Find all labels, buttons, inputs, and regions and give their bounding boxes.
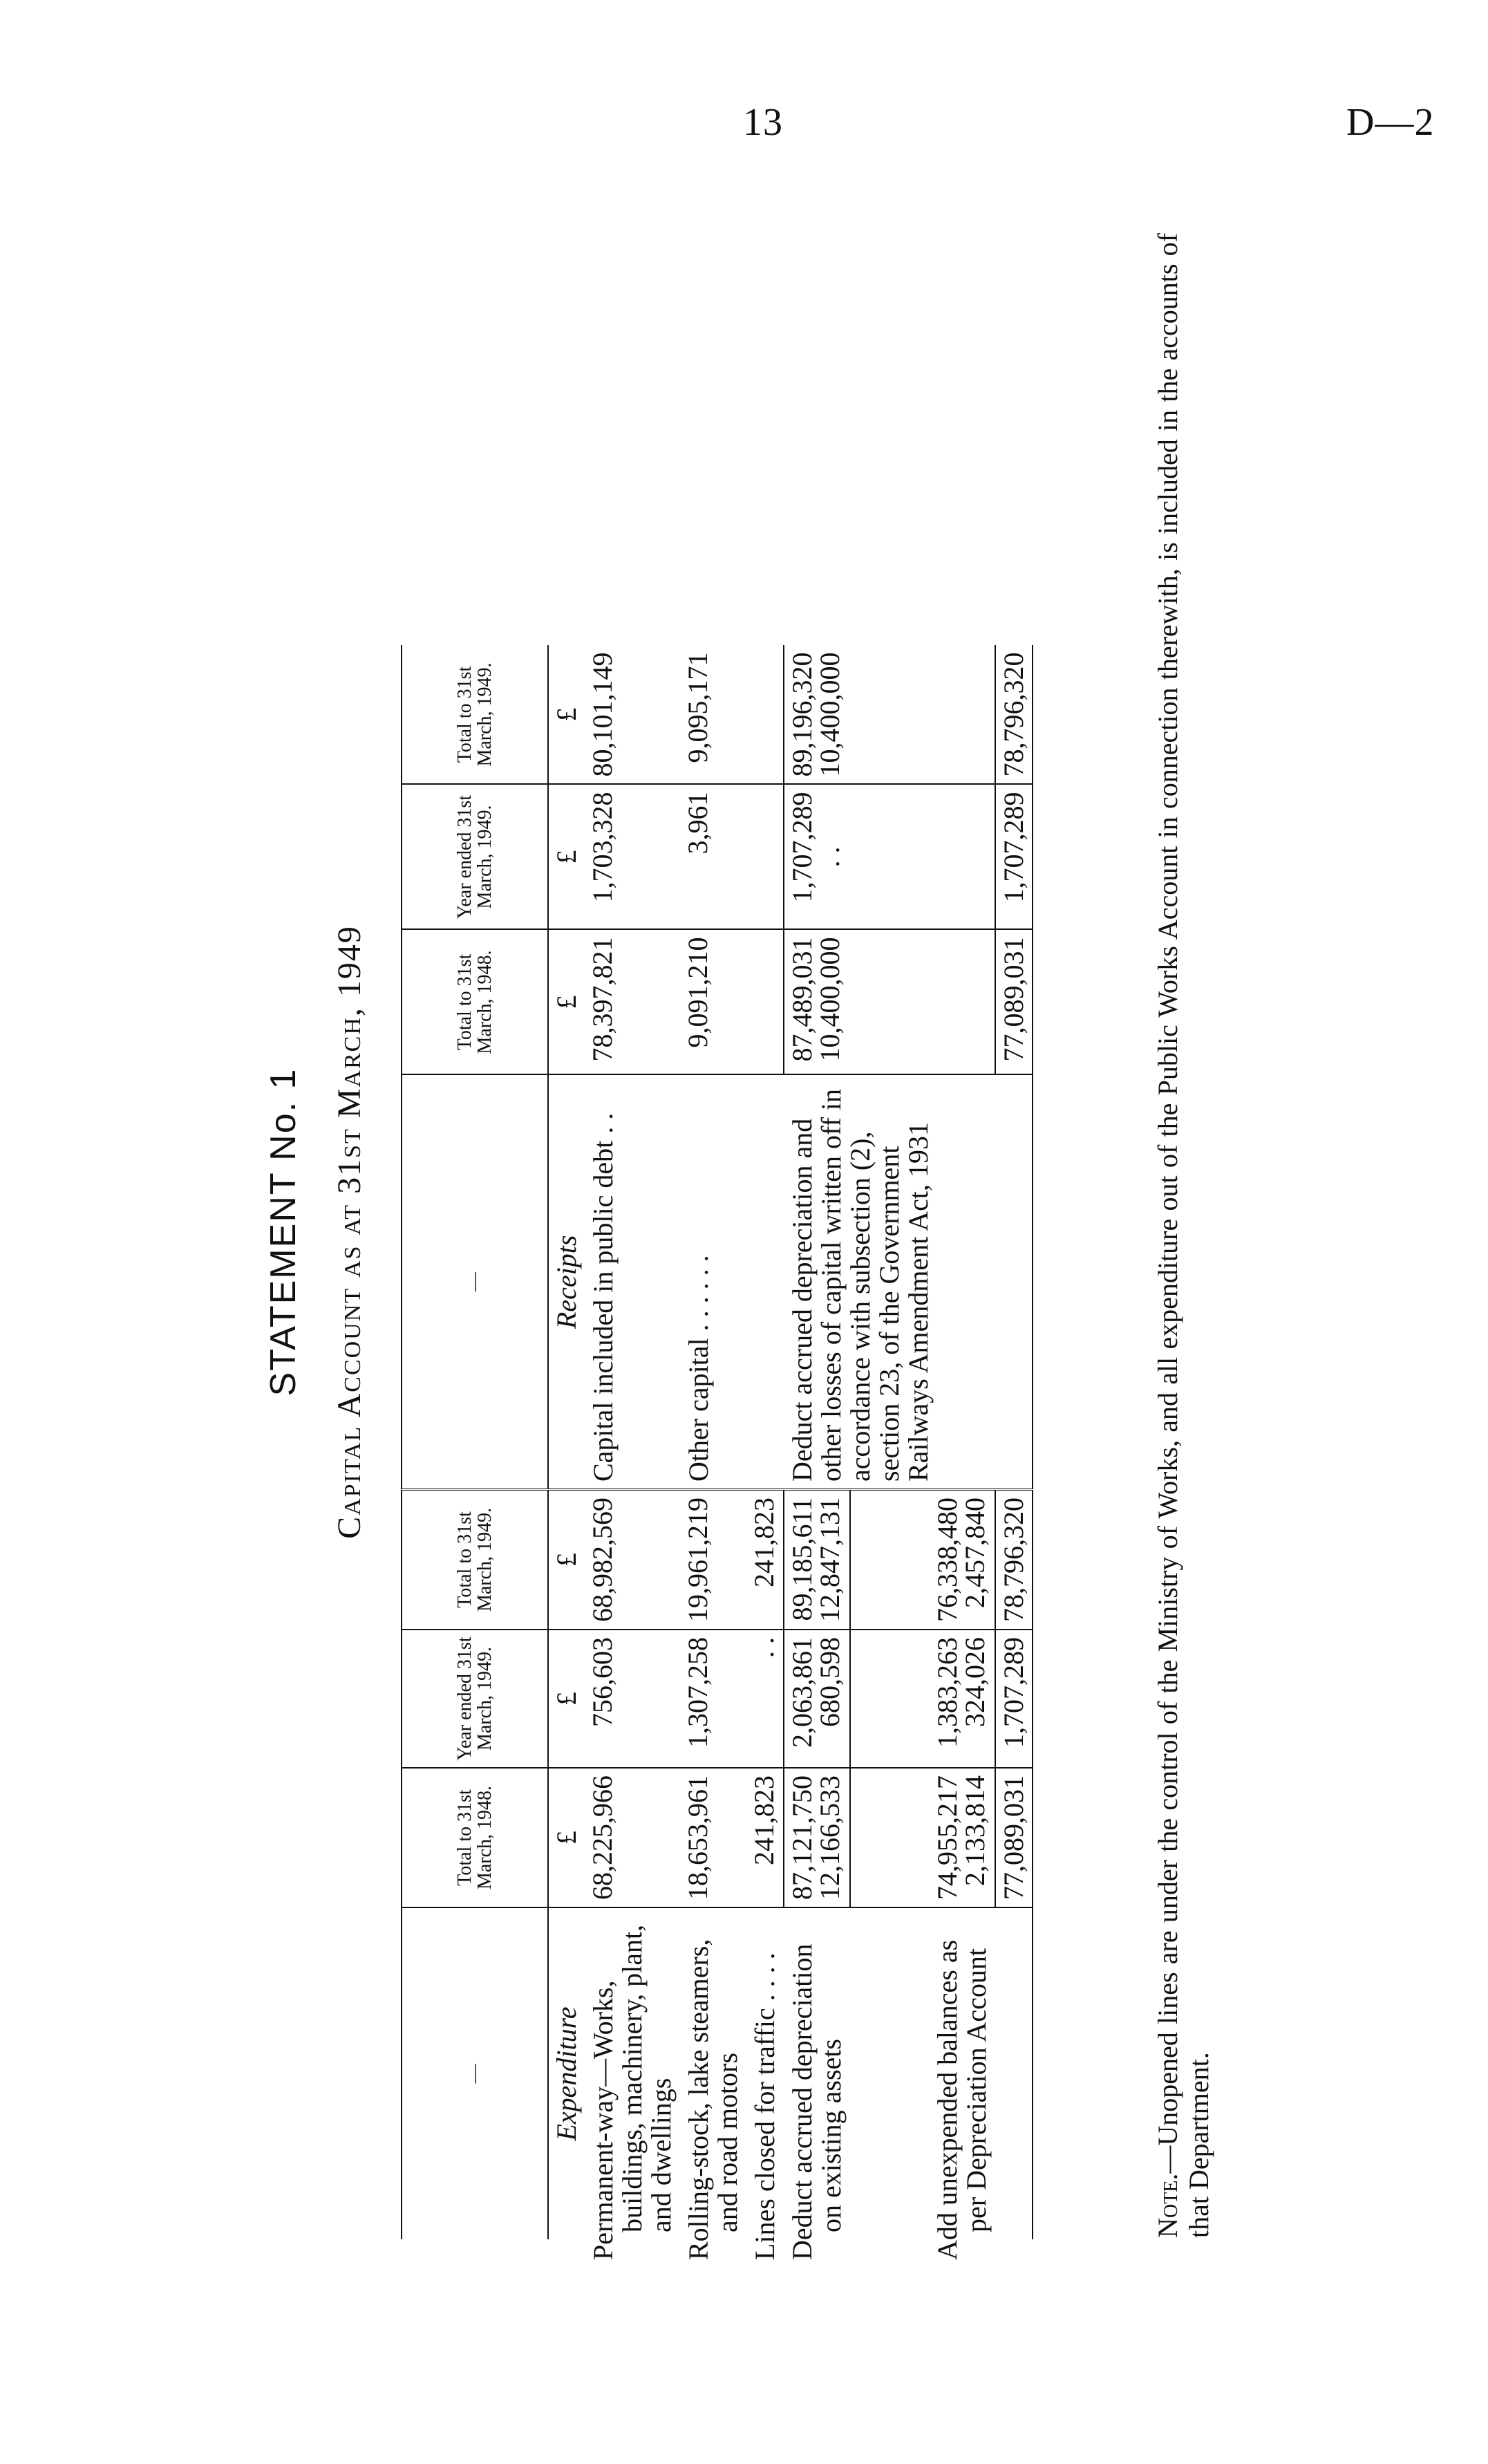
rec-year-1949-header: Year ended 31st March, 1949.: [402, 785, 548, 930]
receipts-value: 78,397,821: [585, 930, 680, 1075]
expenditure-deduct-value: 12,847,131: [814, 1497, 845, 1622]
receipts-row-label: Other capital . . . . . .: [680, 1075, 746, 1490]
expenditure-value: 241,823: [746, 1768, 784, 1907]
expenditure-row-label: Permanent-way—Works, buildings, machinery, plant, and dwellings: [585, 1907, 680, 2239]
currency-symbol: £: [551, 707, 582, 722]
expenditure-deduct-value: 12,166,533: [814, 1775, 845, 1900]
receipts-total: 1,707,289: [995, 785, 1033, 930]
expenditure-description-header: —: [402, 1907, 548, 2239]
currency-symbol: £: [548, 785, 585, 930]
receipts-value: 9,095,171: [682, 652, 713, 763]
expenditure-net: 74,955,217: [932, 1775, 963, 1900]
expenditure-value: 68,982,569: [585, 1490, 680, 1630]
receipts-total: 78,796,320: [995, 646, 1033, 785]
statement-title: STATEMENT No. 1: [263, 1067, 303, 1397]
expenditure-value: 18,653,961: [680, 1768, 746, 1907]
receipts-subtotal: 89,196,320: [787, 652, 818, 777]
receipts-deduct-value: 10,400,000: [814, 652, 845, 777]
expenditure-value: 241,823: [746, 1490, 784, 1630]
exp-year-1949-header: Year ended 31st March, 1949.: [402, 1630, 548, 1768]
expenditure-row-label: Rolling-stock, lake steamers, and road motors: [680, 1907, 746, 2239]
receipts-value: 1,703,328: [585, 785, 680, 930]
expenditure-value: 68,225,966: [585, 1768, 680, 1907]
exp-total-1949-header: Total to 31st March, 1949.: [402, 1490, 548, 1630]
receipts-deduct-value: 10,400,000: [814, 937, 845, 1062]
rec-total-1949-header: Total to 31st March, 1949.: [402, 646, 548, 785]
expenditure-subtotal: 2,063,861: [787, 1637, 818, 1748]
receipts-total: 77,089,031: [995, 930, 1033, 1075]
capital-account-table: [401, 646, 1033, 2260]
receipts-subtotal: 87,489,031: [787, 937, 818, 1062]
expenditure-deduct-label: Deduct accrued depreciation on existing assets: [784, 1907, 850, 2239]
expenditure-subtotal: 87,121,750: [787, 1775, 818, 1900]
expenditure-heading: Expenditure: [548, 1907, 585, 2239]
expenditure-subtotal: 89,185,611: [787, 1497, 818, 1621]
table-row: [746, 646, 784, 2240]
expenditure-net: 1,383,263: [932, 1637, 963, 1748]
expenditure-row-label: Lines closed for traffic . . . .: [746, 1907, 784, 2239]
receipts-deduct-value: . .: [814, 846, 845, 868]
receipts-description-header: —: [402, 1075, 548, 1490]
receipts-row-label: Capital included in public debt . .: [585, 1075, 680, 1490]
receipts-heading: Receipts: [548, 1075, 585, 1490]
expenditure-total: 1,707,289: [995, 1630, 1033, 1768]
table-row: [680, 646, 746, 2240]
rec-total-1948-header: Total to 31st March, 1948.: [402, 930, 548, 1075]
note-text: —Unopened lines are under the control of the Ministry of Works, and all expenditure out of the Public Works Account in connection therewith, is included in the accounts of that Department.: [1152, 233, 1214, 2238]
statement-subtitle: Capital Account as at 31st March, 1949: [331, 925, 368, 1539]
table-row: [548, 646, 585, 2240]
footnote: [1153, 233, 1215, 2238]
table-row: [784, 646, 850, 2240]
expenditure-total: 78,796,320: [995, 1490, 1033, 1630]
currency-symbol: £: [548, 1630, 585, 1768]
exp-total-1948-header: Total to 31st March, 1948.: [402, 1768, 548, 1907]
expenditure-deduct-value: 680,598: [814, 1637, 845, 1727]
expenditure-total: 77,089,031: [995, 1768, 1033, 1907]
receipts-value: 3,961: [680, 785, 746, 930]
expenditure-add-value: 2,457,840: [959, 1497, 990, 1608]
receipts-value: 80,101,149: [587, 652, 618, 777]
expenditure-value: 19,961,219: [680, 1490, 746, 1630]
table-row: [995, 646, 1033, 2240]
receipts-subtotal: 1,707,289: [787, 792, 818, 903]
expenditure-add-value: 2,133,814: [959, 1775, 990, 1886]
note-lead: Note.: [1152, 2173, 1183, 2238]
expenditure-value: . .: [746, 1630, 784, 1768]
currency-symbol: £: [548, 930, 585, 1075]
expenditure-add-label: Add unexpended balances as per Depreciation Account: [850, 1907, 995, 2239]
receipts-deduct-label: Deduct accrued depreciation and other losses of capital written off in accordance with subsection (2), section 23, of the Government Railways Amendment Act, 1931: [784, 1075, 995, 1490]
expenditure-value: 756,603: [585, 1630, 680, 1768]
expenditure-net: 76,338,480: [932, 1497, 963, 1622]
currency-symbol: £: [548, 1490, 585, 1630]
document-reference: D—2: [1346, 101, 1435, 144]
expenditure-add-value: 324,026: [959, 1637, 990, 1727]
page-number: 13: [743, 101, 783, 144]
currency-symbol: £: [548, 1768, 585, 1907]
expenditure-value: 1,307,258: [680, 1630, 746, 1768]
table-row: [585, 646, 680, 2240]
receipts-value: 9,091,210: [680, 930, 746, 1075]
